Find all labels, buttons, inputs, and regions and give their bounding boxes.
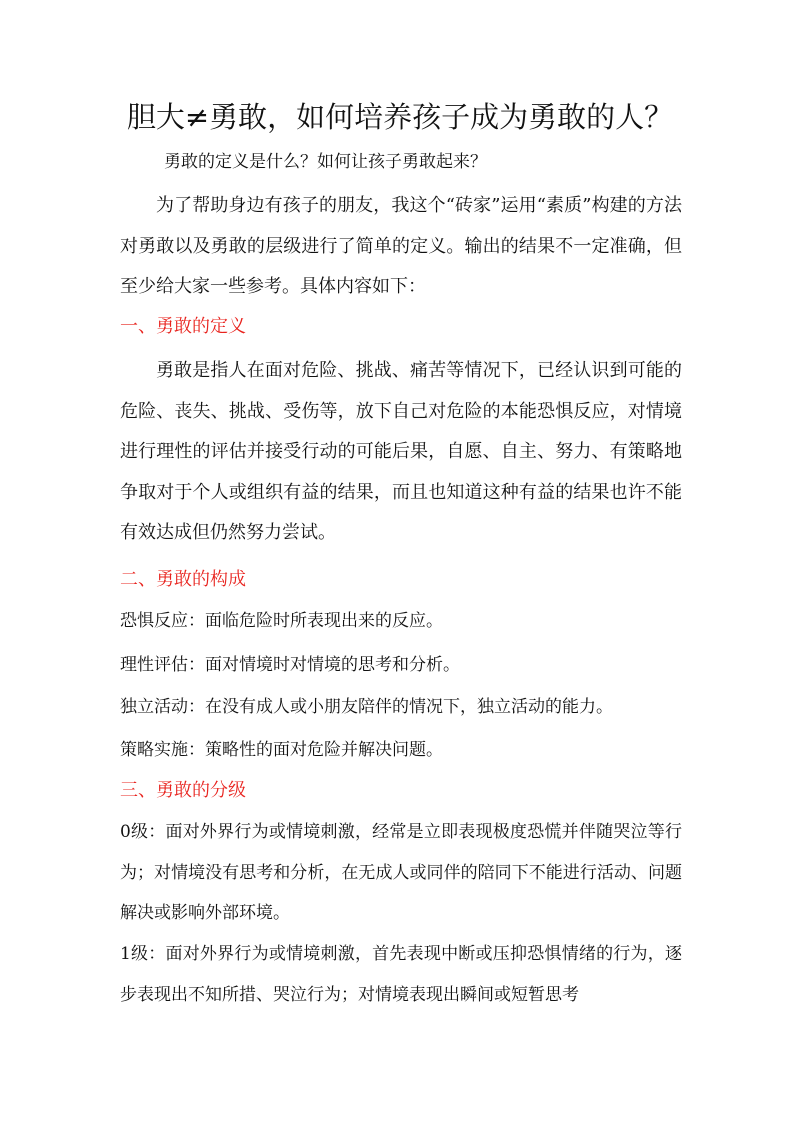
composition-item-independence: 独立活动：在没有成人或小朋友陪伴的情况下，独立活动的能力。: [120, 697, 613, 717]
intro-paragraph: 为了帮助身边有孩子的朋友，我这个“砖家”运用“素质”构建的方法对勇敢以及勇敢的层级进行了简单的定义。输出的结果不一定准确，但至少给大家一些参考。具体内容如下：: [120, 195, 682, 297]
document-title: 胆大≠勇敢，如何培养孩子成为勇敢的人？: [126, 100, 674, 134]
level-1-paragraph: 1级：面对外界行为或情境刺激，首先表现中断或压抑恐惧情绪的行为，逐步表现出不知所措、哭泣行为；对情境表现出瞬间或短暂思考: [120, 944, 682, 1005]
document-subtitle: 勇敢的定义是什么？如何让孩子勇敢起来？: [164, 152, 487, 172]
section-heading-levels: 三、勇敢的分级: [120, 780, 246, 801]
composition-item-reasoning: 理性评估：面对情境时对情境的思考和分析。: [120, 655, 460, 675]
level-0-paragraph: 0级：面对外界行为或情境刺激，经常是立即表现极度恐慌并伴随哭泣等行为；对情境没有思考和分析，在无成人或同伴的陪同下不能进行活动、问题解决或影响外部环境。: [120, 822, 682, 923]
definition-paragraph: 勇敢是指人在面对危险、挑战、痛苦等情况下，已经认识到可能的危险、丧失、挑战、受伤等，放下自己对危险的本能恐惧反应，对情境进行理性的评估并接受行动的可能后果，自愿、自主、努力、有策略地争取对于个人或组织有益的结果，而且也知道这种有益的结果也许不能有效达成但仍然努力尝试。: [120, 360, 682, 543]
section-heading-definition: 一、勇敢的定义: [120, 316, 246, 337]
composition-item-fear: 恐惧反应：面临危险时所表现出来的反应。: [120, 611, 443, 631]
composition-item-strategy: 策略实施：策略性的面对危险并解决问题。: [120, 740, 443, 760]
section-heading-composition: 二、勇敢的构成: [120, 569, 246, 590]
